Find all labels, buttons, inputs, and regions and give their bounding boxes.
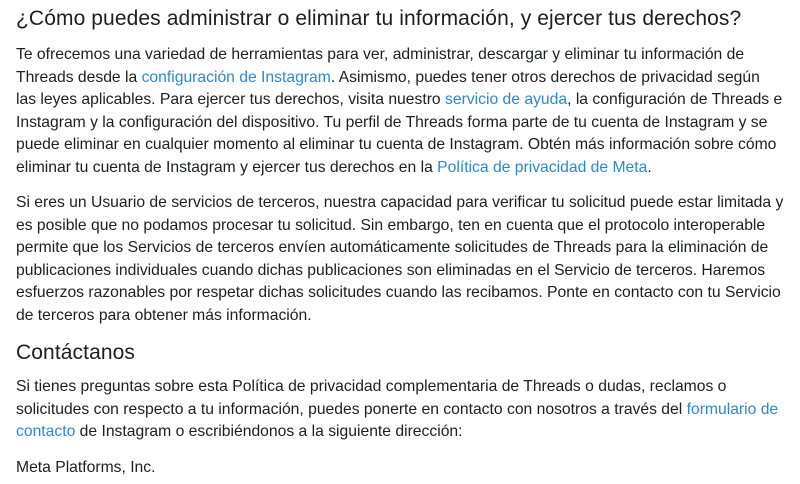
section-heading-contact: Contáctanos	[16, 341, 136, 364]
manage-rights-paragraph	[16, 44, 784, 179]
paragraph-text: de Instagram o escribiéndonos a la siguiente dirección:	[75, 423, 463, 440]
meta-privacy-policy-link[interactable]: Política de privacidad de Meta	[437, 158, 648, 176]
paragraph-text: Te ofrecemos una variedad de herramientas para ver, administrar, descargar y eliminar tu información de Threads desde la	[16, 46, 745, 86]
paragraph-text: . Asimismo, puedes tener otros derechos de privacidad según las leyes aplicables. Para ejercer tus derechos, visita nuestro	[16, 68, 760, 108]
contact-form-link[interactable]: formulario de contacto	[16, 400, 779, 440]
paragraph-text: , la configuración de Threads e Instagram y la configuración del dispositivo. Tu perfil de Threads forma parte de tu cuenta de Instagram y se puede eliminar en cualquier momento al eliminar tu cuenta de Instagram. Obtén más información sobre cómo eliminar tu cuenta de Instagram y ejercer tus derechos en la	[16, 91, 783, 176]
instagram-settings-link[interactable]: configuración de Instagram	[141, 68, 331, 86]
section-heading-manage-rights: ¿Cómo puedes administrar o eliminar tu información, y ejercer tus derechos?	[16, 7, 742, 30]
third-party-services-paragraph: Si eres un Usuario de servicios de terceros, nuestra capacidad para verificar tu solicitud puede estar limitada y es posible que no podamos procesar tu solicitud. Sin embargo, ten en cuenta que el protocolo interoperable permite que los Servicios de terceros envíen automáticamente solicitudes de Threads para la eliminación de publicaciones individuales cuando dichas publicaciones son eliminadas en el Servicio de terceros. Haremos esfuerzos razonables por respetar dichas solicitudes cuando las recibamos. Ponte en contacto con tu Servicio de terceros para obtener más información.	[16, 194, 784, 324]
paragraph-text: .	[647, 158, 652, 176]
address-line: Meta Platforms, Inc.	[16, 458, 156, 476]
paragraph-text: Si tienes preguntas sobre esta Política de privacidad complementaria de Threads o dudas, reclamos o solicitudes con respecto a tu información, puedes ponerte en contacto con nosotros a través del	[16, 378, 727, 418]
help-center-link[interactable]: servicio de ayuda	[445, 91, 568, 108]
contact-paragraph	[16, 376, 784, 444]
